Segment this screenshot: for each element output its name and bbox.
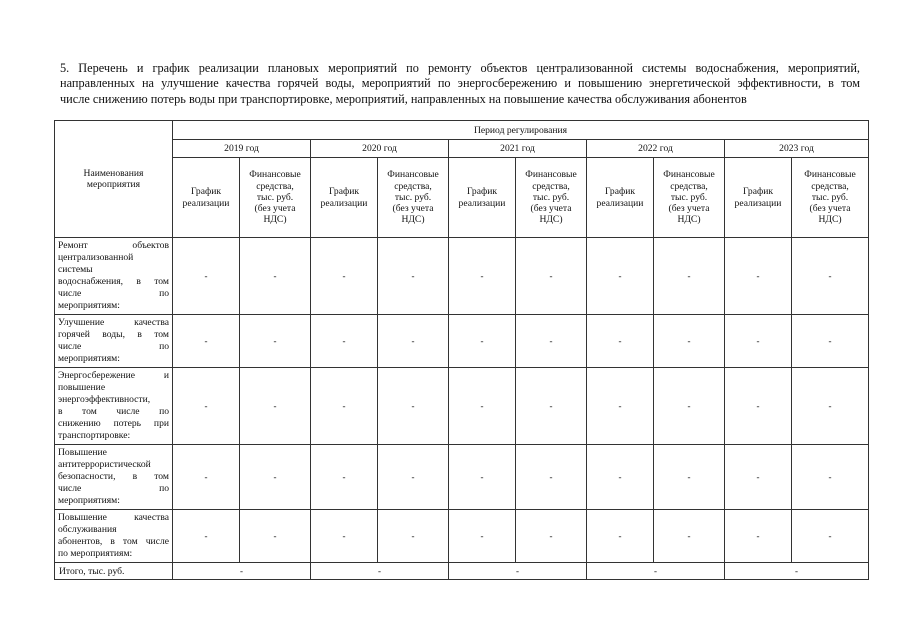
table-cell: - <box>725 238 792 315</box>
table-cell: - <box>173 445 240 510</box>
total-value: - <box>587 563 725 580</box>
activity-name <box>55 510 173 563</box>
data-body <box>55 238 869 563</box>
finance-col-header-line: тыс. руб. <box>394 191 432 203</box>
table-cell: - <box>516 368 587 445</box>
finance-col-header-line: Финансовые <box>387 169 439 181</box>
activity-name-line: мероприятиям: <box>58 495 120 506</box>
activity-name-line: безопасности, в том <box>58 471 169 482</box>
schedule-col-header <box>173 158 240 238</box>
year-header: 2019 год <box>173 140 311 158</box>
table-cell: - <box>587 238 654 315</box>
table-cell: - <box>654 510 725 563</box>
finance-col-header <box>654 158 725 238</box>
finance-col-header-line: тыс. руб. <box>811 191 849 203</box>
table-cell: - <box>173 368 240 445</box>
table-cell: - <box>240 368 311 445</box>
table-cell: - <box>311 315 378 368</box>
activity-name-line: Ремонт объектов <box>58 240 169 251</box>
table-cell: - <box>449 510 516 563</box>
total-value: - <box>725 563 869 580</box>
schedule-col-header-line: реализации <box>596 197 644 209</box>
table-cell: - <box>516 238 587 315</box>
activity-name-line: числе по <box>58 483 169 494</box>
table-cell: - <box>654 445 725 510</box>
years-row <box>55 140 869 158</box>
activity-name <box>55 368 173 445</box>
table-cell: - <box>240 238 311 315</box>
finance-col-header-line: НДС) <box>818 214 842 226</box>
activities-table <box>54 120 869 580</box>
finance-col-header-line: тыс. руб. <box>532 191 570 203</box>
finance-col-header <box>240 158 311 238</box>
schedule-col-header-line: реализации <box>182 197 230 209</box>
table-cell: - <box>311 368 378 445</box>
schedule-col-header <box>449 158 516 238</box>
table-row <box>55 368 869 445</box>
table-cell: - <box>792 445 869 510</box>
schedule-col-header-line: График <box>742 186 773 198</box>
table-cell: - <box>516 445 587 510</box>
table-row <box>55 315 869 368</box>
table-cell: - <box>792 315 869 368</box>
table-row <box>55 238 869 315</box>
activity-name <box>55 445 173 510</box>
table-cell: - <box>240 445 311 510</box>
table-cell: - <box>378 368 449 445</box>
activity-name-line: энергоэффективности, <box>58 394 151 405</box>
heading-line: числе снижению потерь воды при транспортировке, мероприятий, направленных на повышение качества обслуживания абонентов <box>60 91 747 106</box>
activity-name-line: снижению потерь при <box>58 418 169 429</box>
table-cell: - <box>587 445 654 510</box>
table-cell: - <box>449 315 516 368</box>
activity-name-line: по мероприятиям: <box>58 548 133 559</box>
year-header: 2023 год <box>725 140 869 158</box>
activity-name-line: мероприятиям: <box>58 353 120 364</box>
finance-col-header-line: средства, <box>811 180 849 192</box>
table-cell: - <box>378 238 449 315</box>
finance-col-header-line: (без учета <box>809 203 851 215</box>
name-header <box>55 121 173 238</box>
activity-name-line: Повышение качества <box>58 512 169 523</box>
activity-name-line: мероприятиям: <box>58 300 120 311</box>
activity-name <box>55 315 173 368</box>
table-cell: - <box>173 315 240 368</box>
activity-name-line: Повышение <box>58 447 107 458</box>
table-cell: - <box>587 368 654 445</box>
sub-header-row <box>55 158 869 238</box>
table-cell: - <box>792 510 869 563</box>
activity-name-line: повышение <box>58 382 106 393</box>
table-cell: - <box>725 445 792 510</box>
finance-col-header-line: Финансовые <box>525 169 577 181</box>
finance-col-header-line: Финансовые <box>663 169 715 181</box>
finance-col-header-line: тыс. руб. <box>670 191 708 203</box>
activity-name-line: системы <box>58 264 93 275</box>
table-cell: - <box>449 368 516 445</box>
activity-name <box>55 238 173 315</box>
finance-col-header <box>516 158 587 238</box>
schedule-col-header-line: реализации <box>320 197 368 209</box>
table-row <box>55 445 869 510</box>
finance-col-header-line: (без учета <box>668 203 710 215</box>
total-value: - <box>173 563 311 580</box>
activity-name-line: водоснабжения, в том <box>58 276 169 287</box>
table-cell: - <box>587 315 654 368</box>
total-value: - <box>311 563 449 580</box>
table-cell: - <box>725 510 792 563</box>
finance-col-header-line: средства, <box>532 180 570 192</box>
activity-name-line: горячей воды, в том <box>58 329 169 340</box>
schedule-col-header-line: реализации <box>458 197 506 209</box>
finance-col-header-line: средства, <box>670 180 708 192</box>
table-cell: - <box>654 238 725 315</box>
name-header-line: мероприятия <box>86 179 141 190</box>
schedule-col-header-line: реализации <box>734 197 782 209</box>
activity-name-line: абонентов, в том числе <box>58 536 169 547</box>
table-cell: - <box>378 510 449 563</box>
finance-col-header-line: НДС) <box>539 214 563 226</box>
table-cell: - <box>311 238 378 315</box>
finance-col-header-line: тыс. руб. <box>256 191 294 203</box>
finance-col-header-line: НДС) <box>677 214 701 226</box>
table-cell: - <box>654 368 725 445</box>
activity-name-line: обслуживания <box>58 524 117 535</box>
schedule-col-header <box>725 158 792 238</box>
finance-col-header-line: средства, <box>394 180 432 192</box>
total-label: Итого, тыс. руб. <box>55 563 173 580</box>
year-header: 2020 год <box>311 140 449 158</box>
schedule-col-header-line: График <box>466 186 497 198</box>
activity-name-line: в том числе по <box>58 406 169 417</box>
finance-col-header-line: (без учета <box>530 203 572 215</box>
activity-name-line: Энергосбережение и <box>58 370 169 381</box>
schedule-col-header-line: График <box>190 186 221 198</box>
activity-name-line: Улучшение качества <box>58 317 169 328</box>
table-cell: - <box>654 315 725 368</box>
activity-name-line: антитеррористической <box>58 459 151 470</box>
table-cell: - <box>449 445 516 510</box>
finance-col-header-line: Финансовые <box>804 169 856 181</box>
activity-name-line: транспортировке: <box>58 430 131 441</box>
year-header: 2022 год <box>587 140 725 158</box>
table-cell: - <box>378 315 449 368</box>
finance-col-header-line: Финансовые <box>249 169 301 181</box>
heading-line: 5. Перечень и график реализации плановых мероприятий по ремонту объектов централизованной системы водоснабжения, мероприятий, <box>60 61 860 75</box>
table-cell: - <box>311 510 378 563</box>
activity-name-line: числе по <box>58 288 169 299</box>
finance-col-header-line: НДС) <box>263 214 287 226</box>
table-cell: - <box>240 315 311 368</box>
table-cell: - <box>516 315 587 368</box>
finance-col-header-line: (без учета <box>392 203 434 215</box>
table-cell: - <box>240 510 311 563</box>
year-header: 2021 год <box>449 140 587 158</box>
period-header: Период регулирования <box>173 121 869 140</box>
total-value: - <box>449 563 587 580</box>
activity-name-line: числе по <box>58 341 169 352</box>
table-cell: - <box>792 238 869 315</box>
table-cell: - <box>587 510 654 563</box>
table-cell: - <box>516 510 587 563</box>
finance-col-header <box>792 158 869 238</box>
table-cell: - <box>725 315 792 368</box>
table-cell: - <box>173 238 240 315</box>
finance-col-header-line: средства, <box>256 180 294 192</box>
table-cell: - <box>792 368 869 445</box>
schedule-col-header-line: График <box>604 186 635 198</box>
table-cell: - <box>173 510 240 563</box>
finance-col-header <box>378 158 449 238</box>
schedule-col-header <box>311 158 378 238</box>
total-row <box>55 563 869 580</box>
heading-line: направленных на улучшение качества горячей воды, мероприятий по энергосбережению и повышению энергетической эффективности, в том <box>60 76 860 91</box>
table-row <box>55 510 869 563</box>
activity-name-line: централизованной <box>58 252 134 263</box>
table-cell: - <box>725 368 792 445</box>
table-cell: - <box>311 445 378 510</box>
finance-col-header-line: (без учета <box>254 203 296 215</box>
schedule-col-header <box>587 158 654 238</box>
schedule-col-header-line: График <box>328 186 359 198</box>
name-header-line: Наименования <box>83 167 144 179</box>
finance-col-header-line: НДС) <box>401 214 425 226</box>
table-cell: - <box>378 445 449 510</box>
table-cell: - <box>449 238 516 315</box>
section-heading <box>60 61 860 107</box>
